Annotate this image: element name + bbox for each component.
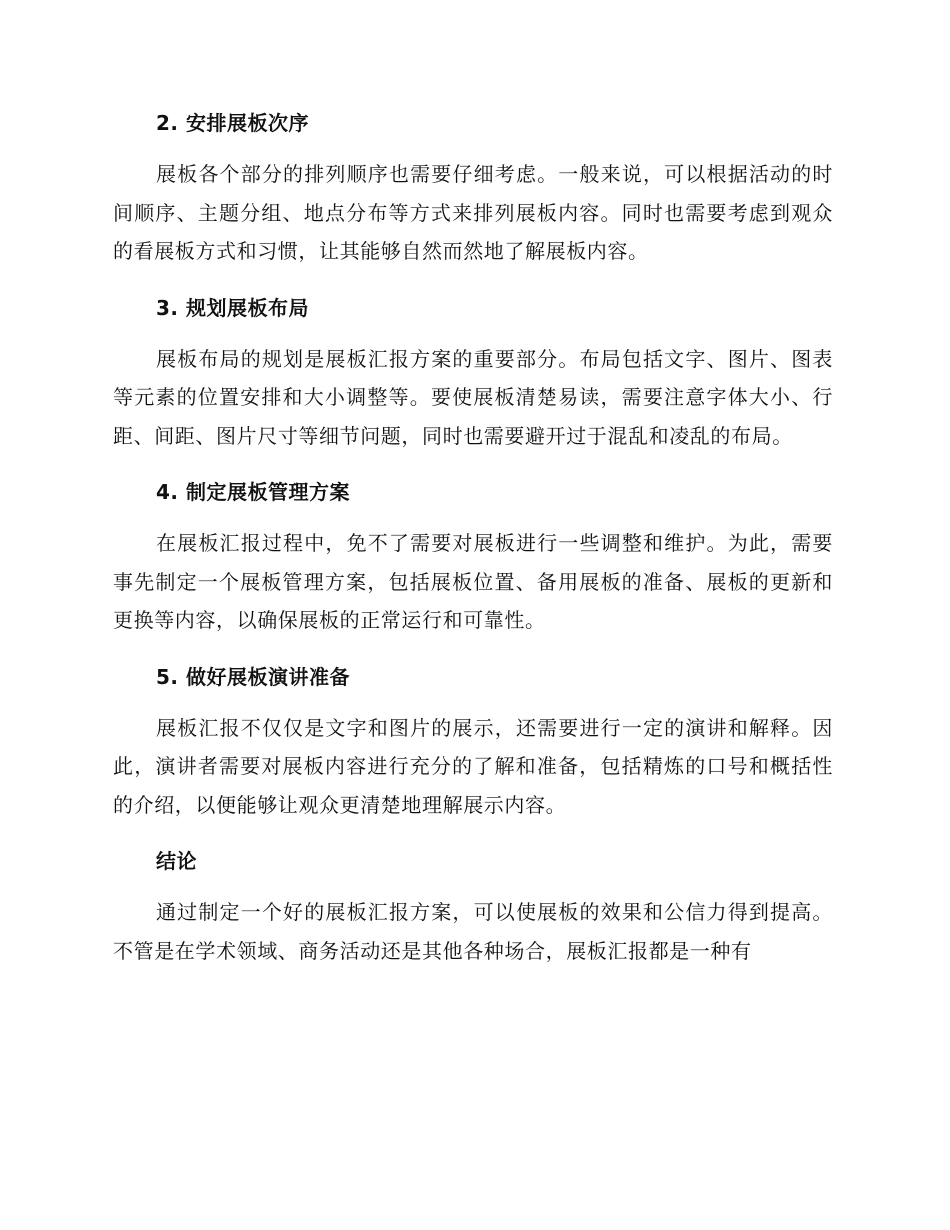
section-heading: 3. 规划展板布局	[156, 295, 309, 320]
section-heading: 2. 安排展板次序	[156, 111, 309, 135]
section-paragraph: 展板各个部分的排列顺序也需要仔细考虑。一般来说，可以根据活动的时间顺序、主题分组、地点分布等方式来排列展板内容。同时也需要考虑到观众的看展板方式和习惯，让其能够自然而然地了解展板内容。	[113, 162, 833, 263]
section-paragraph: 展板布局的规划是展板汇报方案的重要部分。布局包括文字、图片、图表等元素的位置安排和大小调整等。要使展板清楚易读，需要注意字体大小、行距、间距、图片尺寸等细节问题，同时也需要避开过于混乱和凌乱的布局。	[113, 346, 833, 448]
document-body	[113, 107, 833, 991]
conclusion-paragraph: 通过制定一个好的展板汇报方案，可以使展板的效果和公信力得到提高。不管是在学术领域、商务活动还是其他各种场合，展板汇报都是一种有	[113, 900, 833, 963]
section-heading: 5. 做好展板演讲准备	[156, 664, 350, 689]
conclusion-heading: 结论	[156, 849, 197, 873]
section-paragraph: 展板汇报不仅仅是文字和图片的展示，还需要进行一定的演讲和解释。因此，演讲者需要对展板内容进行充分的了解和准备，包括精炼的口号和概括性的介绍，以便能够让观众更清楚地理解展示内容。	[113, 715, 833, 817]
section-heading: 4. 制定展板管理方案	[156, 480, 350, 504]
section-paragraph: 在展板汇报过程中，免不了需要对展板进行一些调整和维护。为此，需要事先制定一个展板管理方案，包括展板位置、备用展板的准备、展板的更新和更换等内容，以确保展板的正常运行和可靠性。	[113, 531, 833, 632]
